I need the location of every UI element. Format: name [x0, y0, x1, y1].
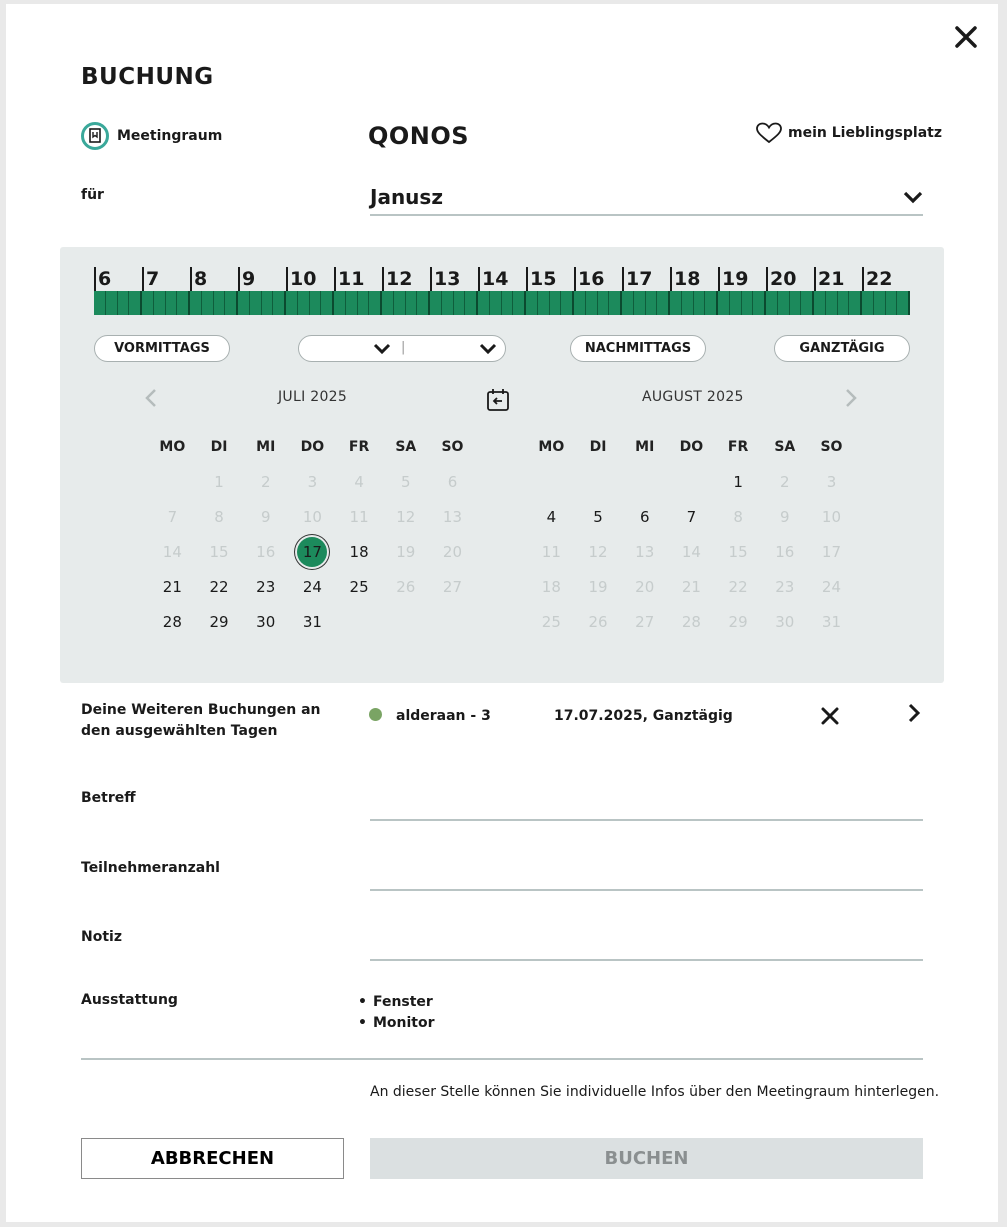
room-info-text: An dieser Stelle können Sie individuelle Infos über den Meetingraum hinterlegen. — [370, 1084, 940, 1100]
calendar-day: 16 — [775, 542, 795, 561]
hour-timeline — [94, 267, 910, 315]
timeline-slot[interactable] — [705, 291, 718, 315]
timeline-slot[interactable] — [286, 291, 298, 315]
timeline-slot[interactable] — [94, 291, 106, 315]
end-time-chevron-down-icon — [479, 341, 497, 360]
hour-label: 22 — [862, 267, 892, 291]
calendar-day: 2 — [780, 472, 790, 491]
booking-name: alderaan - 3 — [396, 708, 491, 724]
chevron-down-icon — [903, 190, 923, 204]
timeline-slot[interactable] — [513, 291, 526, 315]
weekday-header: MI — [635, 438, 655, 455]
hour-label: 7 — [142, 267, 159, 291]
time-separator: | — [401, 340, 406, 355]
for-label: für — [81, 187, 104, 203]
calendar-day: 23 — [775, 577, 795, 596]
favorite-button[interactable] — [756, 122, 942, 144]
note-input[interactable] — [370, 925, 923, 961]
hour-label: 16 — [574, 267, 604, 291]
timeline-slot[interactable] — [814, 291, 826, 315]
calendar-day[interactable]: 22 — [209, 577, 229, 596]
calendar-day: 8 — [733, 507, 743, 526]
timeline-slot[interactable] — [778, 291, 790, 315]
calendar-day: 18 — [541, 577, 561, 596]
calendar-day: 31 — [821, 612, 842, 631]
selected-day[interactable]: 17 — [297, 537, 327, 567]
calendar-day: 6 — [447, 472, 458, 491]
afternoon-button[interactable]: NACHMITTAGS — [570, 335, 706, 362]
timeline-slot[interactable] — [238, 291, 250, 315]
calendar-day: 12 — [396, 507, 416, 526]
timeline-slot[interactable] — [538, 291, 550, 315]
delete-booking-close-icon[interactable] — [818, 704, 842, 728]
other-bookings-label: Deine Weiteren Buchungen an den ausgewählten Tagen — [81, 702, 321, 739]
calendar-day: 11 — [541, 542, 561, 561]
hour-label: 11 — [334, 267, 364, 291]
time-range-select[interactable] — [298, 335, 506, 362]
timeline-slot[interactable] — [682, 291, 694, 315]
timeline-slot[interactable] — [321, 291, 334, 315]
month-title-right: AUGUST 2025 — [642, 389, 744, 405]
calendar-day: 15 — [728, 542, 748, 561]
favorite-label: mein Lieblingsplatz — [788, 125, 942, 141]
timeline-slot[interactable] — [561, 291, 574, 315]
timeline-slot[interactable] — [598, 291, 610, 315]
calendar-day: 26 — [588, 612, 608, 631]
hour-label: 10 — [286, 267, 316, 291]
book-button[interactable]: BUCHEN — [370, 1138, 923, 1179]
weekday-header: DO — [300, 438, 325, 455]
calendar-day[interactable]: 7 — [686, 507, 697, 526]
weekday-header: MO — [159, 438, 186, 455]
timeline-slot[interactable] — [154, 291, 166, 315]
room-name: QONOS — [368, 122, 470, 150]
calendar-day: 25 — [541, 612, 561, 631]
calendar-day: 24 — [821, 577, 842, 596]
booking-date: 17.07.2025, Ganztägig — [554, 708, 733, 724]
calendar-day: 19 — [588, 577, 608, 596]
calendar-day: 19 — [396, 542, 416, 561]
hour-label: 8 — [190, 267, 207, 291]
timeline-slot[interactable] — [118, 291, 130, 315]
timeline-slot[interactable] — [430, 291, 442, 315]
weekday-header: MO — [538, 438, 565, 455]
participants-label: Teilnehmeranzahl — [81, 860, 220, 876]
timeline-slot[interactable] — [874, 291, 886, 315]
timeline-slot[interactable] — [465, 291, 478, 315]
hour-label: 17 — [622, 267, 652, 291]
fullday-button[interactable]: GANZTÄGIG — [774, 335, 910, 362]
calendar-july — [149, 429, 476, 639]
timeline-slot[interactable] — [129, 291, 142, 315]
timeline-slot[interactable] — [670, 291, 682, 315]
calendar-day: 21 — [681, 577, 701, 596]
dialog-title: BUCHUNG — [81, 64, 214, 90]
timeline-slot[interactable] — [838, 291, 850, 315]
timeline-slot[interactable] — [550, 291, 562, 315]
meeting-room-icon — [81, 122, 109, 150]
calendar-day: 20 — [635, 577, 655, 596]
hour-label: 6 — [94, 267, 111, 291]
calendar-day: 11 — [349, 507, 369, 526]
timeline-slots — [94, 291, 910, 315]
calendar-day: 26 — [396, 577, 416, 596]
calendar-day: 14 — [162, 542, 182, 561]
timeline-slot[interactable] — [646, 291, 658, 315]
timeline-slot[interactable] — [574, 291, 586, 315]
timeline-slot[interactable] — [490, 291, 502, 315]
calendar-day: 20 — [442, 542, 463, 561]
calendar-day: 3 — [307, 472, 318, 491]
calendar-day: 12 — [588, 542, 608, 561]
booking-dialog — [6, 4, 998, 1222]
timeline-slot[interactable] — [694, 291, 706, 315]
person-select-value: Janusz — [370, 185, 443, 209]
subject-label: Betreff — [81, 790, 136, 806]
timeline-slot[interactable] — [417, 291, 430, 315]
calendar-day: 28 — [681, 612, 701, 631]
divider — [81, 1058, 923, 1060]
calendar-day: 4 — [354, 472, 364, 491]
timeline-slot[interactable] — [358, 291, 370, 315]
calendar-day[interactable]: 31 — [302, 612, 322, 631]
calendar-reset-icon[interactable] — [485, 387, 511, 413]
timeline-slot[interactable] — [310, 291, 322, 315]
person-select[interactable] — [370, 180, 923, 216]
morning-button[interactable]: VORMITTAGS — [94, 335, 230, 362]
calendar-day: 10 — [821, 507, 842, 526]
next-month-chevron-right-icon[interactable] — [844, 388, 858, 412]
calendar-day: 30 — [775, 612, 795, 631]
close-icon[interactable] — [951, 22, 981, 52]
calendar-day[interactable] — [289, 537, 336, 567]
timeline-slot[interactable] — [502, 291, 514, 315]
timeline-slot[interactable] — [826, 291, 838, 315]
heart-icon — [756, 122, 782, 144]
hour-label: 12 — [382, 267, 412, 291]
weekday-header: FR — [727, 438, 749, 455]
timeline-slot[interactable] — [862, 291, 874, 315]
hour-label: 15 — [526, 267, 556, 291]
timeline-slot[interactable] — [849, 291, 862, 315]
timeline-slot[interactable] — [369, 291, 382, 315]
calendar-day: 3 — [826, 472, 837, 491]
timeline-slot[interactable] — [273, 291, 286, 315]
equipment-list — [358, 992, 434, 1034]
calendar-day: 9 — [260, 507, 271, 526]
timeline-slot[interactable] — [142, 291, 154, 315]
month-title-left: JULI 2025 — [278, 389, 348, 405]
timeline-slot[interactable] — [886, 291, 898, 315]
calendar-day: 8 — [214, 507, 224, 526]
hour-label: 21 — [814, 267, 844, 291]
timeline-slot[interactable] — [718, 291, 730, 315]
calendar-day[interactable]: 4 — [546, 507, 557, 526]
timeline-slot[interactable] — [202, 291, 214, 315]
timeline-slot[interactable] — [190, 291, 202, 315]
equipment-item: • Monitor — [358, 1013, 434, 1034]
timeline-slot[interactable] — [334, 291, 346, 315]
hour-label: 20 — [766, 267, 796, 291]
calendar-day: 14 — [681, 542, 701, 561]
hour-label: 19 — [718, 267, 748, 291]
calendar-day[interactable]: 5 — [593, 507, 603, 526]
calendar-day[interactable]: 1 — [733, 472, 743, 491]
timeline-slot[interactable] — [897, 291, 910, 315]
calendar-day: 17 — [821, 542, 842, 561]
calendar-day: 7 — [167, 507, 178, 526]
calendar-day: 13 — [635, 542, 655, 561]
calendar-day[interactable]: 30 — [256, 612, 276, 631]
timeline-slot[interactable] — [730, 291, 742, 315]
timeline-slot[interactable] — [609, 291, 622, 315]
calendar-day: 9 — [780, 507, 790, 526]
timeline-slot[interactable] — [634, 291, 646, 315]
timeline-slot[interactable] — [214, 291, 226, 315]
weekday-header: SO — [441, 438, 464, 455]
weekday-header: DI — [589, 438, 607, 455]
timeline-slot[interactable] — [394, 291, 406, 315]
note-label: Notiz — [81, 929, 122, 945]
timeline-slot[interactable] — [657, 291, 670, 315]
equipment-item: • Fenster — [358, 992, 434, 1013]
timeline-slot[interactable] — [166, 291, 178, 315]
calendar-day: 2 — [260, 472, 271, 491]
room-type-label: Meetingraum — [117, 128, 223, 144]
calendar-day: 13 — [442, 507, 463, 526]
calendar-day: 27 — [635, 612, 655, 631]
cancel-button[interactable]: ABBRECHEN — [81, 1138, 344, 1179]
timeline-slot[interactable] — [766, 291, 778, 315]
calendar-day[interactable]: 25 — [349, 577, 369, 596]
calendar-day[interactable]: 29 — [209, 612, 229, 631]
weekday-header: DI — [210, 438, 228, 455]
booking-details-chevron-right-icon[interactable] — [903, 701, 925, 725]
weekday-header: MI — [256, 438, 276, 455]
timeline-slot[interactable] — [298, 291, 310, 315]
timeline-slot[interactable] — [177, 291, 190, 315]
hour-label: 9 — [238, 267, 255, 291]
calendar-august — [528, 429, 855, 639]
calendar-day[interactable]: 6 — [639, 507, 650, 526]
timeline-slot[interactable] — [442, 291, 454, 315]
calendar-day: 16 — [256, 542, 276, 561]
weekday-header: SO — [820, 438, 843, 455]
participants-input[interactable] — [370, 855, 923, 891]
calendar-day: 27 — [442, 577, 463, 596]
room-type — [81, 122, 222, 150]
timeline-slot[interactable] — [346, 291, 358, 315]
start-time-chevron-down-icon — [373, 341, 391, 360]
timeline-slot[interactable] — [753, 291, 766, 315]
timeline-slot[interactable] — [262, 291, 274, 315]
weekday-header: SA — [395, 438, 417, 455]
calendar-day[interactable]: 23 — [256, 577, 276, 596]
timeline-slot[interactable] — [478, 291, 490, 315]
prev-month-chevron-left-icon[interactable] — [144, 388, 158, 412]
equipment-label: Ausstattung — [81, 992, 178, 1008]
timeline-slot[interactable] — [790, 291, 802, 315]
calendar-day: 29 — [728, 612, 748, 631]
calendar-day: 15 — [209, 542, 229, 561]
timeline-slot[interactable] — [382, 291, 394, 315]
weekday-header: DO — [679, 438, 704, 455]
hour-label: 14 — [478, 267, 508, 291]
calendar-day: 5 — [401, 472, 411, 491]
timeline-slot[interactable] — [225, 291, 238, 315]
timeline-slot[interactable] — [742, 291, 754, 315]
timeline-slot[interactable] — [586, 291, 598, 315]
weekday-header: SA — [774, 438, 796, 455]
calendar-day: 1 — [214, 472, 224, 491]
timeline-slot[interactable] — [250, 291, 262, 315]
timeline-slot[interactable] — [406, 291, 418, 315]
calendar-day[interactable]: 24 — [302, 577, 322, 596]
subject-input[interactable] — [370, 785, 923, 821]
timeline-slot[interactable] — [801, 291, 814, 315]
timeline-slot[interactable] — [454, 291, 466, 315]
availability-panel — [60, 247, 944, 683]
hour-label: 13 — [430, 267, 460, 291]
booking-status-dot — [369, 708, 382, 721]
hour-label: 18 — [670, 267, 700, 291]
calendar-day: 10 — [302, 507, 322, 526]
calendar-day[interactable]: 18 — [349, 542, 369, 561]
timeline-slot[interactable] — [526, 291, 538, 315]
calendar-day: 22 — [728, 577, 748, 596]
calendar-day[interactable]: 28 — [162, 612, 182, 631]
calendar-day[interactable]: 21 — [162, 577, 182, 596]
timeline-slot[interactable] — [106, 291, 118, 315]
weekday-header: FR — [348, 438, 370, 455]
timeline-slot[interactable] — [622, 291, 634, 315]
